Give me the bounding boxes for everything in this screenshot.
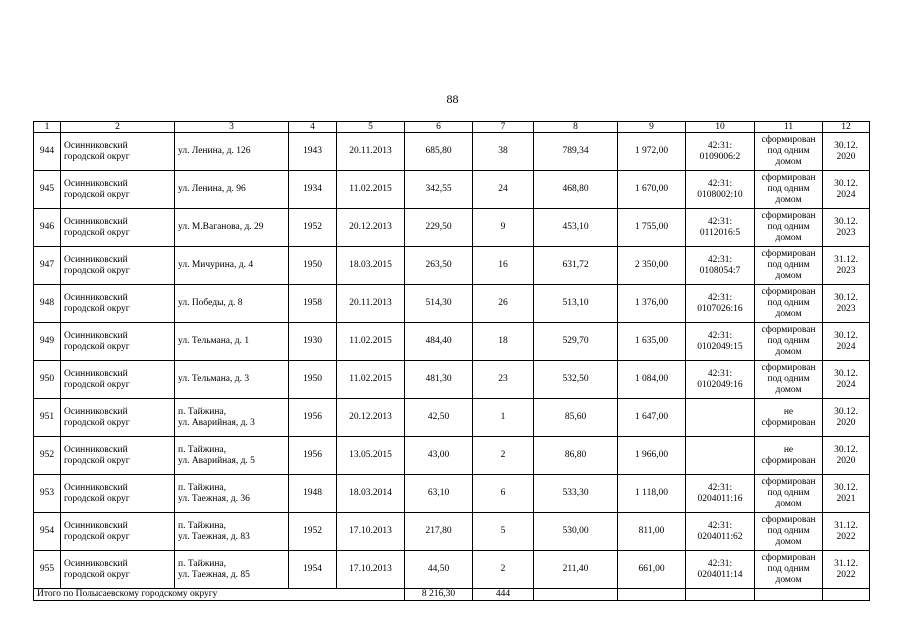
land-area-cell: 85,60 bbox=[534, 399, 618, 437]
cell-line: 31.12. bbox=[834, 558, 858, 569]
year-cell: 1952 bbox=[289, 209, 337, 247]
cell-line: ул. М.Ваганова, д. 29 bbox=[178, 222, 264, 232]
cell-line: ул. Тельмана, д. 1 bbox=[178, 336, 250, 346]
year-cell: 1950 bbox=[289, 247, 337, 285]
area-cell: 43,00 bbox=[405, 437, 473, 475]
land-area-cell: 631,72 bbox=[534, 247, 618, 285]
row-number-cell: 949 bbox=[34, 323, 61, 361]
date-cell: 18.03.2014 bbox=[337, 475, 405, 513]
row-number-cell: 948 bbox=[34, 285, 61, 323]
cell-line: ул. Таежная, д. 83 bbox=[178, 531, 250, 542]
cell-line: 2024 bbox=[836, 379, 856, 390]
residents-cell: 2 bbox=[473, 551, 534, 589]
deadline-cell bbox=[823, 551, 870, 589]
deadline-cell bbox=[823, 399, 870, 437]
cell-line: под одним bbox=[767, 488, 810, 498]
table-row bbox=[34, 551, 870, 589]
land-area-cell: 211,40 bbox=[534, 551, 618, 589]
cadastral-number-cell bbox=[686, 513, 755, 551]
land-area-cell: 468,80 bbox=[534, 171, 618, 209]
area-cell: 263,50 bbox=[405, 247, 473, 285]
cell-line: сформирован bbox=[761, 135, 816, 145]
cell-line: 42:31: bbox=[707, 292, 733, 303]
land-value-cell: 1 670,00 bbox=[618, 171, 686, 209]
year-cell: 1948 bbox=[289, 475, 337, 513]
cell-line: под одним bbox=[767, 374, 810, 384]
cadastral-number-cell bbox=[686, 285, 755, 323]
housing-registry-table bbox=[33, 121, 870, 601]
cell-line: 0109006:2 bbox=[699, 151, 741, 162]
address-cell bbox=[175, 513, 289, 551]
residents-cell: 26 bbox=[473, 285, 534, 323]
address-cell bbox=[175, 247, 289, 285]
cadastral-number-cell bbox=[686, 323, 755, 361]
okrug-cell bbox=[61, 323, 175, 361]
year-cell: 1952 bbox=[289, 513, 337, 551]
area-cell: 44,50 bbox=[405, 551, 473, 589]
land-value-cell: 2 350,00 bbox=[618, 247, 686, 285]
address-cell bbox=[175, 171, 289, 209]
cell-line: 0108054:7 bbox=[699, 265, 741, 276]
okrug-cell bbox=[61, 133, 175, 171]
status-cell bbox=[755, 361, 823, 399]
land-value-cell: 1 084,00 bbox=[618, 361, 686, 399]
status-cell bbox=[755, 513, 823, 551]
cadastral-number-cell bbox=[686, 209, 755, 247]
table-row bbox=[34, 513, 870, 551]
table-row bbox=[34, 361, 870, 399]
address-cell bbox=[175, 399, 289, 437]
area-cell: 484,40 bbox=[405, 323, 473, 361]
cell-line: п. Тайжина, bbox=[178, 482, 227, 493]
cell-line: Осинниковский bbox=[64, 254, 128, 265]
status-cell bbox=[755, 475, 823, 513]
residents-cell: 2 bbox=[473, 437, 534, 475]
okrug-cell bbox=[61, 361, 175, 399]
cell-line: 0204011:62 bbox=[697, 531, 743, 542]
cell-line: городской округ bbox=[64, 379, 130, 390]
row-number-cell: 951 bbox=[34, 399, 61, 437]
cell-line: сформирован bbox=[761, 287, 816, 297]
column-number: 5 bbox=[337, 122, 405, 133]
cell-line: 2020 bbox=[836, 455, 856, 466]
cell-line: под одним bbox=[767, 146, 810, 156]
cell-line: сформирован bbox=[761, 249, 816, 259]
cell-line: ул. Таежная, д. 36 bbox=[178, 493, 250, 504]
table-row bbox=[34, 323, 870, 361]
land-area-cell: 529,70 bbox=[534, 323, 618, 361]
cell-line: 30.12. bbox=[834, 216, 858, 227]
address-cell bbox=[175, 437, 289, 475]
cell-line: не bbox=[783, 406, 794, 417]
cell-line: ул. Ленина, д. 96 bbox=[178, 184, 246, 194]
deadline-cell bbox=[823, 361, 870, 399]
date-cell: 20.11.2013 bbox=[337, 133, 405, 171]
deadline-cell bbox=[823, 285, 870, 323]
area-cell: 514,30 bbox=[405, 285, 473, 323]
total-empty-cell bbox=[618, 589, 686, 601]
residents-cell: 23 bbox=[473, 361, 534, 399]
cell-line: 30.12. bbox=[834, 178, 858, 189]
cell-line: 0102049:16 bbox=[697, 379, 743, 390]
total-row bbox=[34, 589, 870, 601]
land-value-cell: 1 972,00 bbox=[618, 133, 686, 171]
cell-line: 2024 bbox=[836, 189, 856, 200]
column-number: 1 bbox=[34, 122, 61, 133]
column-number: 6 bbox=[405, 122, 473, 133]
table-row bbox=[34, 437, 870, 475]
status-cell bbox=[755, 437, 823, 475]
page-number: 88 bbox=[446, 92, 459, 106]
cadastral-number-cell bbox=[686, 551, 755, 589]
status-cell bbox=[755, 247, 823, 285]
okrug-cell bbox=[61, 171, 175, 209]
cell-line: Осинниковский bbox=[64, 216, 128, 227]
cell-line: под одним bbox=[767, 564, 810, 574]
cell-line: городской округ bbox=[64, 531, 130, 542]
column-number-row bbox=[34, 122, 870, 133]
area-cell: 481,30 bbox=[405, 361, 473, 399]
land-value-cell: 1 966,00 bbox=[618, 437, 686, 475]
cell-line: городской округ bbox=[64, 493, 130, 504]
year-cell: 1943 bbox=[289, 133, 337, 171]
residents-cell: 9 bbox=[473, 209, 534, 247]
column-number: 7 bbox=[473, 122, 534, 133]
row-number-cell: 954 bbox=[34, 513, 61, 551]
land-area-cell: 532,50 bbox=[534, 361, 618, 399]
year-cell: 1934 bbox=[289, 171, 337, 209]
cell-line: домом bbox=[775, 157, 802, 167]
cell-line: сформирован bbox=[761, 325, 816, 335]
address-cell bbox=[175, 475, 289, 513]
cell-line: 0204011:16 bbox=[697, 493, 743, 504]
address-cell bbox=[175, 551, 289, 589]
deadline-cell bbox=[823, 475, 870, 513]
status-cell bbox=[755, 551, 823, 589]
cell-line: ул. Аварийная, д. 3 bbox=[178, 417, 255, 428]
cell-line: городской округ bbox=[64, 189, 130, 200]
land-area-cell: 453,10 bbox=[534, 209, 618, 247]
address-cell bbox=[175, 361, 289, 399]
cadastral-number-cell bbox=[686, 361, 755, 399]
total-area: 8 216,30 bbox=[405, 589, 473, 601]
cell-line: 30.12. bbox=[834, 444, 858, 455]
address-cell bbox=[175, 323, 289, 361]
date-cell: 20.12.2013 bbox=[337, 399, 405, 437]
area-cell: 42,50 bbox=[405, 399, 473, 437]
row-number-cell: 945 bbox=[34, 171, 61, 209]
land-value-cell: 1 635,00 bbox=[618, 323, 686, 361]
land-value-cell: 811,00 bbox=[618, 513, 686, 551]
okrug-cell bbox=[61, 513, 175, 551]
land-area-cell: 530,00 bbox=[534, 513, 618, 551]
cadastral-number-cell bbox=[686, 399, 755, 437]
total-label: Итого по Полысаевскому городскому округу bbox=[34, 589, 405, 601]
cell-line: 2022 bbox=[836, 531, 856, 542]
cell-line: сформирован bbox=[761, 363, 816, 373]
row-number-cell: 953 bbox=[34, 475, 61, 513]
year-cell: 1930 bbox=[289, 323, 337, 361]
row-number-cell: 944 bbox=[34, 133, 61, 171]
cell-line: под одним bbox=[767, 336, 810, 346]
cell-line: ул. Ленина, д. 126 bbox=[178, 146, 251, 156]
cadastral-number-cell bbox=[686, 171, 755, 209]
total-empty-cell bbox=[686, 589, 755, 601]
deadline-cell bbox=[823, 247, 870, 285]
cell-line: п. Тайжина, bbox=[178, 444, 227, 455]
cell-line: Осинниковский bbox=[64, 178, 128, 189]
residents-cell: 1 bbox=[473, 399, 534, 437]
land-value-cell: 661,00 bbox=[618, 551, 686, 589]
table-row bbox=[34, 247, 870, 285]
column-number: 8 bbox=[534, 122, 618, 133]
residents-cell: 5 bbox=[473, 513, 534, 551]
land-area-cell: 86,80 bbox=[534, 437, 618, 475]
cell-line: домом bbox=[775, 385, 802, 395]
okrug-cell bbox=[61, 285, 175, 323]
cadastral-number-cell bbox=[686, 133, 755, 171]
column-number: 9 bbox=[618, 122, 686, 133]
land-area-cell: 533,30 bbox=[534, 475, 618, 513]
cell-line: сформирован bbox=[761, 455, 816, 466]
cell-line: 2024 bbox=[836, 341, 856, 352]
cell-line: сформирован bbox=[761, 477, 816, 487]
land-value-cell: 1 376,00 bbox=[618, 285, 686, 323]
address-cell bbox=[175, 133, 289, 171]
status-cell bbox=[755, 285, 823, 323]
land-area-cell: 513,10 bbox=[534, 285, 618, 323]
cell-line: 2020 bbox=[836, 151, 856, 162]
cell-line: городской округ bbox=[64, 265, 130, 276]
column-number: 11 bbox=[755, 122, 823, 133]
year-cell: 1956 bbox=[289, 437, 337, 475]
cell-line: сформирован bbox=[761, 173, 816, 183]
cell-line: домом bbox=[775, 347, 802, 357]
area-cell: 229,50 bbox=[405, 209, 473, 247]
date-cell: 18.03.2015 bbox=[337, 247, 405, 285]
cell-line: городской округ bbox=[64, 455, 130, 466]
cell-line: Осинниковский bbox=[64, 482, 128, 493]
cell-line: 0102049:15 bbox=[697, 341, 743, 352]
status-cell bbox=[755, 171, 823, 209]
status-cell bbox=[755, 323, 823, 361]
okrug-cell bbox=[61, 437, 175, 475]
status-cell bbox=[755, 133, 823, 171]
cell-line: под одним bbox=[767, 260, 810, 270]
cell-line: 30.12. bbox=[834, 368, 858, 379]
deadline-cell bbox=[823, 437, 870, 475]
cell-line: Осинниковский bbox=[64, 368, 128, 379]
cell-line: под одним bbox=[767, 526, 810, 536]
deadline-cell bbox=[823, 513, 870, 551]
area-cell: 217,80 bbox=[405, 513, 473, 551]
date-cell: 11.02.2015 bbox=[337, 361, 405, 399]
deadline-cell bbox=[823, 209, 870, 247]
cell-line: под одним bbox=[767, 298, 810, 308]
total-residents: 444 bbox=[473, 589, 534, 601]
table-row bbox=[34, 171, 870, 209]
address-cell bbox=[175, 209, 289, 247]
residents-cell: 18 bbox=[473, 323, 534, 361]
cadastral-number-cell bbox=[686, 247, 755, 285]
date-cell: 20.11.2013 bbox=[337, 285, 405, 323]
cell-line: Осинниковский bbox=[64, 330, 128, 341]
cell-line: 30.12. bbox=[834, 292, 858, 303]
residents-cell: 38 bbox=[473, 133, 534, 171]
land-value-cell: 1 118,00 bbox=[618, 475, 686, 513]
status-cell bbox=[755, 399, 823, 437]
area-cell: 63,10 bbox=[405, 475, 473, 513]
cell-line: 0112016:5 bbox=[699, 227, 741, 238]
cell-line: 2020 bbox=[836, 417, 856, 428]
date-cell: 17.10.2013 bbox=[337, 513, 405, 551]
table-row bbox=[34, 285, 870, 323]
cell-line: 42:31: bbox=[707, 520, 733, 531]
total-empty-cell bbox=[755, 589, 823, 601]
cell-line: ул. Таежная, д. 85 bbox=[178, 569, 250, 580]
cell-line: 0204011:14 bbox=[697, 569, 743, 580]
cell-line: городской округ bbox=[64, 341, 130, 352]
land-value-cell: 1 755,00 bbox=[618, 209, 686, 247]
cell-line: городской округ bbox=[64, 303, 130, 314]
column-number: 2 bbox=[61, 122, 175, 133]
total-empty-cell bbox=[823, 589, 870, 601]
cell-line: городской округ bbox=[64, 569, 130, 580]
deadline-cell bbox=[823, 323, 870, 361]
row-number-cell: 950 bbox=[34, 361, 61, 399]
cell-line: Осинниковский bbox=[64, 292, 128, 303]
total-empty-cell bbox=[534, 589, 618, 601]
residents-cell: 24 bbox=[473, 171, 534, 209]
cell-line: 2022 bbox=[836, 569, 856, 580]
cell-line: под одним bbox=[767, 184, 810, 194]
cell-line: 2023 bbox=[836, 227, 856, 238]
okrug-cell bbox=[61, 475, 175, 513]
cell-line: 0107026:16 bbox=[697, 303, 743, 314]
cell-line: домом bbox=[775, 233, 802, 243]
cell-line: 42:31: bbox=[707, 178, 733, 189]
cadastral-number-cell bbox=[686, 475, 755, 513]
cell-line: домом bbox=[775, 537, 802, 547]
cell-line: 2023 bbox=[836, 303, 856, 314]
land-area-cell: 789,34 bbox=[534, 133, 618, 171]
cell-line: п. Тайжина, bbox=[178, 558, 227, 569]
row-number-cell: 952 bbox=[34, 437, 61, 475]
column-number: 10 bbox=[686, 122, 755, 133]
cell-line: городской округ bbox=[64, 227, 130, 238]
cell-line: 42:31: bbox=[707, 216, 733, 227]
cell-line: сформирован bbox=[761, 553, 816, 563]
deadline-cell bbox=[823, 133, 870, 171]
okrug-cell bbox=[61, 399, 175, 437]
okrug-cell bbox=[61, 247, 175, 285]
okrug-cell bbox=[61, 209, 175, 247]
year-cell: 1950 bbox=[289, 361, 337, 399]
date-cell: 13.05.2015 bbox=[337, 437, 405, 475]
deadline-cell bbox=[823, 171, 870, 209]
cell-line: домом bbox=[775, 195, 802, 205]
cell-line: п. Тайжина, bbox=[178, 520, 227, 531]
cell-line: под одним bbox=[767, 222, 810, 232]
cell-line: Осинниковский bbox=[64, 444, 128, 455]
cell-line: городской округ bbox=[64, 151, 130, 162]
cell-line: ул. Победы, д. 8 bbox=[178, 298, 243, 308]
date-cell: 20.12.2013 bbox=[337, 209, 405, 247]
row-number-cell: 947 bbox=[34, 247, 61, 285]
cell-line: 30.12. bbox=[834, 330, 858, 341]
table-row bbox=[34, 399, 870, 437]
cell-line: ул. Тельмана, д. 3 bbox=[178, 374, 250, 384]
year-cell: 1956 bbox=[289, 399, 337, 437]
cell-line: 30.12. bbox=[834, 140, 858, 151]
table-row bbox=[34, 475, 870, 513]
cell-line: 2021 bbox=[836, 493, 856, 504]
cell-line: 42:31: bbox=[707, 254, 733, 265]
cell-line: 42:31: bbox=[707, 558, 733, 569]
date-cell: 17.10.2013 bbox=[337, 551, 405, 589]
cell-line: 0108002:10 bbox=[697, 189, 743, 200]
address-cell bbox=[175, 285, 289, 323]
cell-line: Осинниковский bbox=[64, 520, 128, 531]
cell-line: ул. Мичурина, д. 4 bbox=[178, 260, 254, 270]
cell-line: 30.12. bbox=[834, 482, 858, 493]
cell-line: домом bbox=[775, 575, 802, 585]
table-row bbox=[34, 133, 870, 171]
status-cell bbox=[755, 209, 823, 247]
cell-line: не bbox=[783, 444, 794, 455]
cell-line: 30.12. bbox=[834, 406, 858, 417]
date-cell: 11.02.2015 bbox=[337, 323, 405, 361]
cell-line: сформирован bbox=[761, 515, 816, 525]
residents-cell: 6 bbox=[473, 475, 534, 513]
row-number-cell: 946 bbox=[34, 209, 61, 247]
cell-line: 42:31: bbox=[707, 330, 733, 341]
year-cell: 1958 bbox=[289, 285, 337, 323]
area-cell: 685,80 bbox=[405, 133, 473, 171]
column-number: 12 bbox=[823, 122, 870, 133]
cell-line: 42:31: bbox=[707, 368, 733, 379]
cell-line: сформирован bbox=[761, 417, 816, 428]
cell-line: 42:31: bbox=[707, 140, 733, 151]
cell-line: 31.12. bbox=[834, 520, 858, 531]
cell-line: 2023 bbox=[836, 265, 856, 276]
cell-line: п. Тайжина, bbox=[178, 406, 227, 417]
cell-line: сформирован bbox=[761, 211, 816, 221]
cell-line: Осинниковский bbox=[64, 406, 128, 417]
year-cell: 1954 bbox=[289, 551, 337, 589]
cell-line: домом bbox=[775, 499, 802, 509]
cell-line: домом bbox=[775, 309, 802, 319]
date-cell: 11.02.2015 bbox=[337, 171, 405, 209]
okrug-cell bbox=[61, 551, 175, 589]
cell-line: Осинниковский bbox=[64, 558, 128, 569]
column-number: 4 bbox=[289, 122, 337, 133]
cell-line: Осинниковский bbox=[64, 140, 128, 151]
row-number-cell: 955 bbox=[34, 551, 61, 589]
cadastral-number-cell bbox=[686, 437, 755, 475]
cell-line: домом bbox=[775, 271, 802, 281]
land-value-cell: 1 647,00 bbox=[618, 399, 686, 437]
area-cell: 342,55 bbox=[405, 171, 473, 209]
residents-cell: 16 bbox=[473, 247, 534, 285]
cell-line: ул. Аварийная, д. 5 bbox=[178, 455, 255, 466]
cell-line: 31.12. bbox=[834, 254, 858, 265]
cell-line: городской округ bbox=[64, 417, 130, 428]
cell-line: 42:31: bbox=[707, 482, 733, 493]
table-row bbox=[34, 209, 870, 247]
column-number: 3 bbox=[175, 122, 289, 133]
